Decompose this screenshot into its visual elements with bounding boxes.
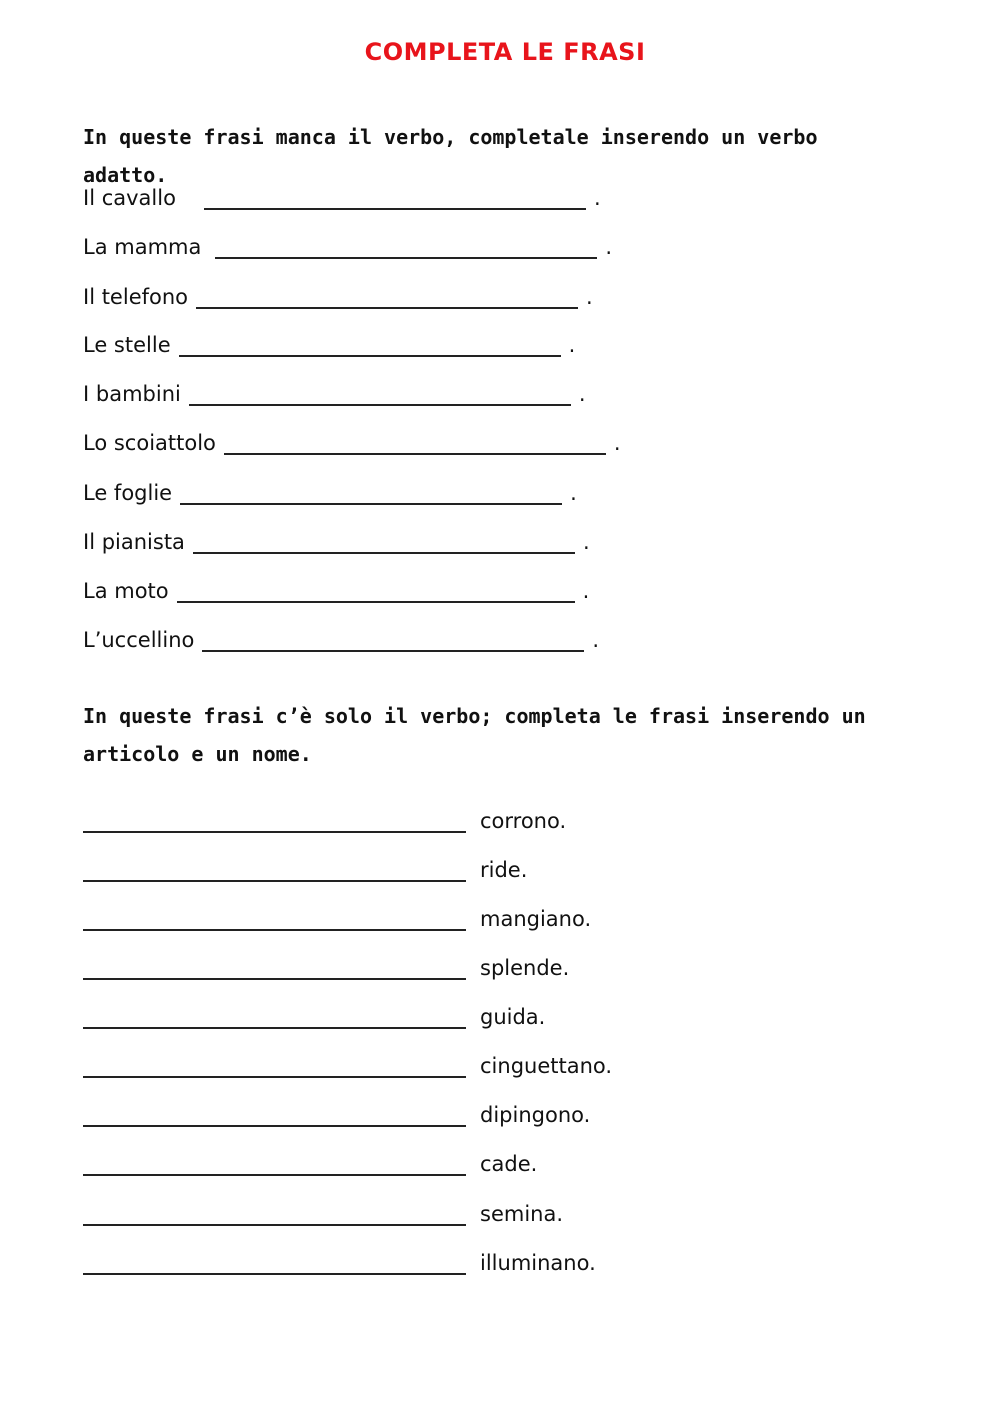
verb-text: semina. [480,1202,564,1226]
sentence-period: . [568,333,576,357]
verb-text: cinguettano. [480,1054,613,1078]
verb-blank[interactable] [180,483,562,505]
sentence-period: . [592,628,600,652]
verb-text: dipingono. [480,1103,591,1127]
verb-text: splende. [480,956,570,980]
verb-row [83,1146,537,1176]
sentence-period: . [582,579,590,603]
sentence-period: . [570,481,577,505]
verb-blank[interactable] [193,532,575,554]
sentence-subject: Il pianista [83,530,185,554]
verb-text: corrono. [480,809,567,833]
subject-blank[interactable] [83,1105,466,1127]
sentence-subject: La moto [83,579,169,603]
verb-text: guida. [480,1005,546,1029]
sentence-subject: La mamma [83,235,202,259]
sentence-subject: Lo scoiattolo [83,431,216,455]
sentence-row [83,279,593,309]
subject-blank[interactable] [83,1056,466,1078]
verb-text: mangiano. [480,907,592,931]
sentence-period: . [593,186,601,210]
verb-blank[interactable] [204,188,586,210]
verb-row [83,1097,590,1127]
sentence-subject: Le foglie [83,481,173,505]
section2-instruction: In queste frasi c’è solo il verbo; completa le frasi inserendo un articolo e un nome. [83,704,866,766]
verb-row [83,950,569,980]
verb-row [83,852,527,882]
verb-blank[interactable] [215,237,597,259]
sentence-period: . [578,382,586,406]
sentence-period: . [613,431,621,455]
subject-blank[interactable] [83,1154,466,1176]
verb-blank[interactable] [202,630,584,652]
sentence-subject: Le stelle [83,333,171,357]
verb-blank[interactable] [196,287,578,309]
subject-blank[interactable] [83,860,466,882]
verb-text: ride. [480,858,528,882]
subject-blank[interactable] [83,958,466,980]
section1-instruction: In queste frasi manca il verbo, completale inserendo un verbo adatto. [83,125,818,187]
page-title: COMPLETA LE FRASI [364,38,646,66]
verb-text: illuminano. [480,1251,596,1275]
sentence-row [83,573,589,603]
subject-blank[interactable] [83,1253,466,1275]
sentence-row [83,229,612,259]
verb-row [83,1245,596,1275]
sentence-subject: Il telefono [83,285,189,309]
sentence-subject: L’uccellino [83,628,195,652]
sentence-row [83,327,575,357]
sentence-period: . [586,285,593,309]
verb-blank[interactable] [224,433,606,455]
subject-blank[interactable] [83,909,466,931]
verb-row [83,1048,612,1078]
verb-blank[interactable] [179,335,561,357]
verb-text: cade. [480,1152,538,1176]
subject-blank[interactable] [83,1007,466,1029]
sentence-row [83,376,586,406]
sentence-row [83,475,577,505]
subject-blank[interactable] [83,811,466,833]
subject-blank[interactable] [83,1204,466,1226]
sentence-row [83,180,601,210]
verb-row [83,803,566,833]
sentence-period: . [605,235,613,259]
verb-blank[interactable] [177,581,575,603]
verb-blank[interactable] [189,384,571,406]
verb-row [83,1196,563,1226]
sentence-row [83,622,599,652]
sentence-subject: Il cavallo [83,186,176,210]
sentence-row [83,524,590,554]
sentence-period: . [582,530,590,554]
verb-row [83,901,591,931]
sentence-subject: I bambini [83,382,181,406]
verb-row [83,999,545,1029]
sentence-row [83,425,621,455]
